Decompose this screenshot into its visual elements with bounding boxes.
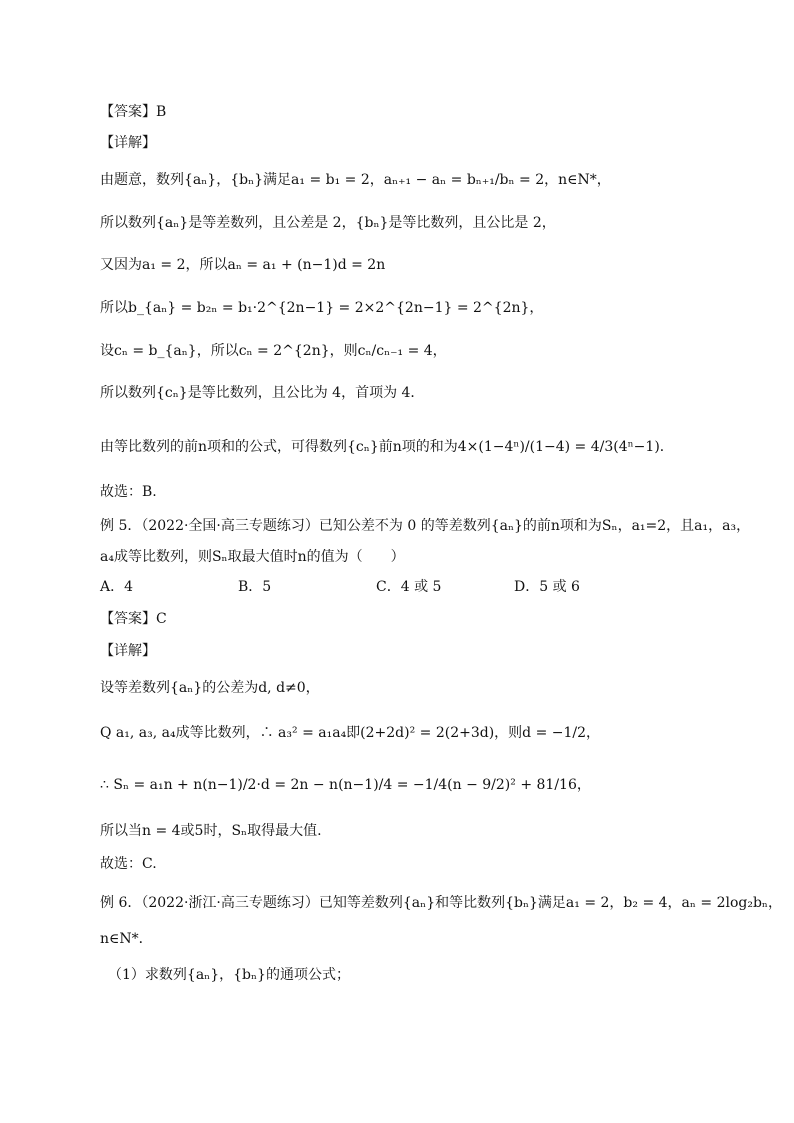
- example-5-line: 例 5．（2022·全国·高三专题练习）已知公差不为 0 的等差数列{aₙ}的前n项和为Sₙ，a₁=2，且a₁，a₃，: [100, 518, 751, 534]
- text-line: 故选：B.: [100, 484, 157, 500]
- text-line: 所以b_{aₙ} = b₂ₙ = b₁·2^{2n−1} = 2×2^{2n−1} = 2^{2n}，: [100, 300, 544, 316]
- detail-label: 【详解】: [100, 135, 156, 151]
- example-6-line: 例 6．（2022·浙江·高三专题练习）已知等差数列{aₙ}和等比数列{bₙ}满足a₁ = 2，b₂ = 4，aₙ = 2log₂bₙ，: [100, 895, 782, 911]
- option-c: C．4 或 5: [376, 579, 442, 595]
- text-line: 设等差数列{aₙ}的公差为d, d≠0，: [100, 680, 320, 696]
- text-line: ∴ Sₙ = a₁n + n(n−1)/2·d = 2n − n(n−1)/4 = −1/4(n − 9/2)² + 81/16，: [100, 777, 591, 793]
- text-line: 由等比数列的前n项和的公式，可得数列{cₙ}前n项的和为4×(1−4ⁿ)/(1−4) = 4/3(4ⁿ−1)．: [100, 439, 674, 455]
- text-line: Q a₁, a₃, a₄成等比数列，∴ a₃² = a₁a₄即(2+2d)² = 2(2+3d)，则d = −1/2，: [100, 725, 601, 741]
- option-b: B．5: [238, 579, 272, 595]
- answer-label: 【答案】C: [100, 611, 167, 627]
- text-line: 由题意，数列{aₙ}，{bₙ}满足a₁ = b₁ = 2，aₙ₊₁ − aₙ = bₙ₊₁/bₙ = 2，n∈N*，: [100, 172, 611, 188]
- detail-label: 【详解】: [100, 643, 156, 659]
- text-line: 所以当n = 4或5时，Sₙ取得最大值.: [100, 823, 322, 839]
- example-6-line: n∈N*．: [100, 931, 153, 947]
- text-line: 设cₙ = b_{aₙ}，所以cₙ = 2^{2n}，则cₙ/cₙ₋₁ = 4，: [100, 343, 447, 359]
- text-line: 所以数列{cₙ}是等比数列，且公比为 4，首项为 4．: [100, 385, 425, 401]
- text-line: 所以数列{aₙ}是等差数列，且公差是 2，{bₙ}是等比数列，且公比是 2，: [100, 215, 556, 231]
- option-a: A．4: [100, 579, 134, 595]
- text-line: 又因为a₁ = 2，所以aₙ = a₁ + (n−1)d = 2n: [100, 257, 386, 273]
- question-1-line: （1）求数列{aₙ}，{bₙ}的通项公式；: [108, 967, 350, 983]
- text-line: 故选：C.: [100, 856, 157, 872]
- answer-label: 【答案】B: [100, 104, 167, 120]
- example-5-line: a₄成等比数列，则Sₙ取最大值时n的值为（ ）: [100, 549, 405, 565]
- option-d: D．5 或 6: [514, 579, 580, 595]
- options-row: [100, 578, 652, 596]
